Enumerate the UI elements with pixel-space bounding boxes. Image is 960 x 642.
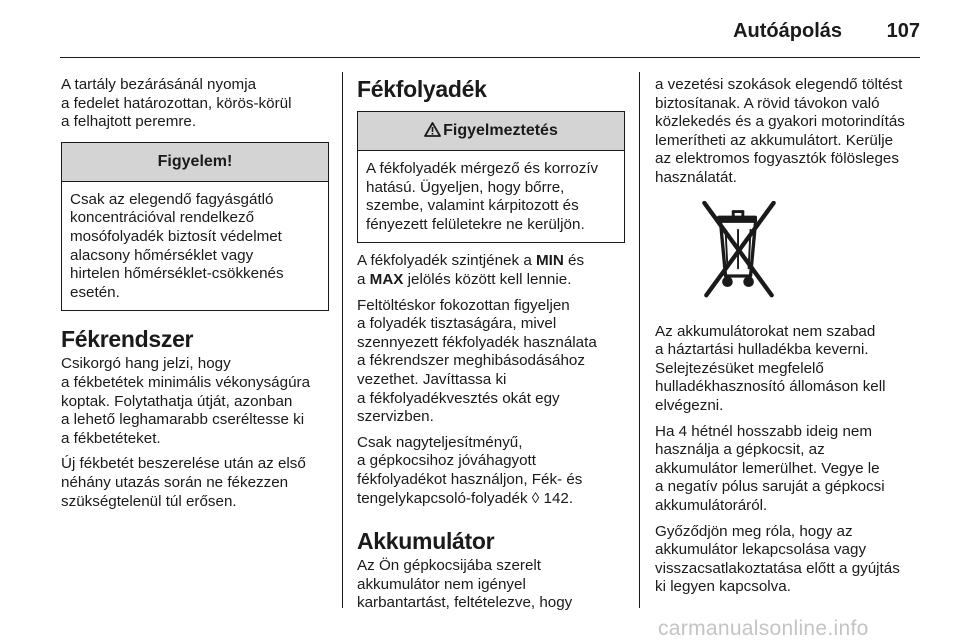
battery-paragraph: Az Ön gépkocsijába szerelt akkumulátor nem igényel karbantartást, feltételezve, hogy bbox=[357, 557, 573, 612]
intro-paragraph: A tartály bezárásánál nyomja a fedelet határozottan, körös-körül a felhajtott peremre. bbox=[61, 76, 292, 131]
warning-title: Figyelmeztetés bbox=[358, 112, 624, 151]
brakes-heading: Fékrendszer bbox=[61, 326, 194, 353]
ignition-paragraph: Győződjön meg róla, hogy az akkumulátor lekapcsolása vagy visszacsatlakoztatása előtt a gyújtás ki legyen kapcsolva. bbox=[655, 522, 900, 596]
recycle-symbol bbox=[655, 195, 925, 323]
page-number: 107 bbox=[886, 20, 920, 42]
page-reference[interactable]: 142. bbox=[539, 489, 574, 507]
column-divider-1 bbox=[342, 72, 343, 608]
fluid-level-paragraph: A fékfolyadék szintjének a MIN és a MAX jelölés között kell lennie. bbox=[357, 252, 585, 288]
page-reference-icon: ◊ bbox=[531, 489, 540, 507]
column-2 bbox=[357, 76, 625, 620]
notice-body: Csak az elegendő fagyásgátló koncentrációval rendelkező mosófolyadék biztosít védelmet alacsony hőmérséklet vagy hirtelen hőmérséklet-csökkenés esetén. bbox=[70, 190, 284, 301]
battery-continued-paragraph: a vezetési szokások elegendő töltést biztosítanak. A rövid távokon való közlekedés és a gyakori motorindítás lemerítheti az akkumulátort. Kerülje az elektromos fogyasztók fölösleges használatát. bbox=[655, 76, 905, 186]
storage-paragraph: Ha 4 hétnél hosszabb ideig nem használja a gépkocsit, az akkumulátor lemerülhet. Vegye le a negatív pólus saruját a gépkocsi akkumulátoráról. bbox=[655, 422, 885, 514]
notice-box bbox=[61, 142, 329, 312]
brakes-paragraph-1: Csikorgó hang jelzi, hogy a fékbetétek minimális vékonyságúra koptak. Folytathatja útját, azonban a lehető leghamarabb cseréltesse ki a fékbetéteket. bbox=[61, 355, 311, 447]
warning-triangle-icon bbox=[424, 122, 441, 140]
column-3 bbox=[655, 76, 925, 604]
disposal-paragraph: Az akkumulátorokat nem szabad a háztartási hulladékba keverni. Selejtezésüket megfelelő hulladékhasznosító állomáson kell elvégezni. bbox=[655, 322, 886, 414]
notice-title: Figyelem! bbox=[62, 143, 328, 182]
battery-heading: Akkumulátor bbox=[357, 528, 495, 555]
warning-box bbox=[357, 111, 625, 243]
header-rule bbox=[60, 57, 920, 58]
section-title: Autóápolás bbox=[733, 20, 842, 42]
brakes-paragraph-2: Új fékbetét beszerelése után az első néhány utazás során ne fékezzen szükségtelenül túl erősen. bbox=[61, 455, 306, 510]
warning-body: A fékfolyadék mérgező és korrozív hatású. Ügyeljen, hogy bőrre, szembe, valamint kárpitozott és fényezett felületekre ne kerüljön. bbox=[366, 160, 599, 233]
column-divider-2 bbox=[639, 72, 640, 608]
watermark: carmanualsonline.info bbox=[658, 617, 869, 640]
crossed-out-wheelie-bin-icon bbox=[700, 201, 778, 301]
refill-paragraph: Feltöltéskor fokozottan figyeljen a folyadék tisztaságára, mivel szennyezett fékfolyadék használata a fékrendszer meghibásodásához vezethet. Javíttassa ki a fékfolyadékvesztés okát egy szervizben. bbox=[357, 296, 597, 426]
column-1 bbox=[61, 76, 329, 518]
fluid-spec-paragraph: Csak nagyteljesítményű, a gépkocsihoz jóváhagyott fékfolyadékot használjon, Fék- és tengelykapcsoló-folyadék ◊ 142. bbox=[357, 433, 583, 507]
brake-fluid-heading: Fékfolyadék bbox=[357, 76, 487, 102]
